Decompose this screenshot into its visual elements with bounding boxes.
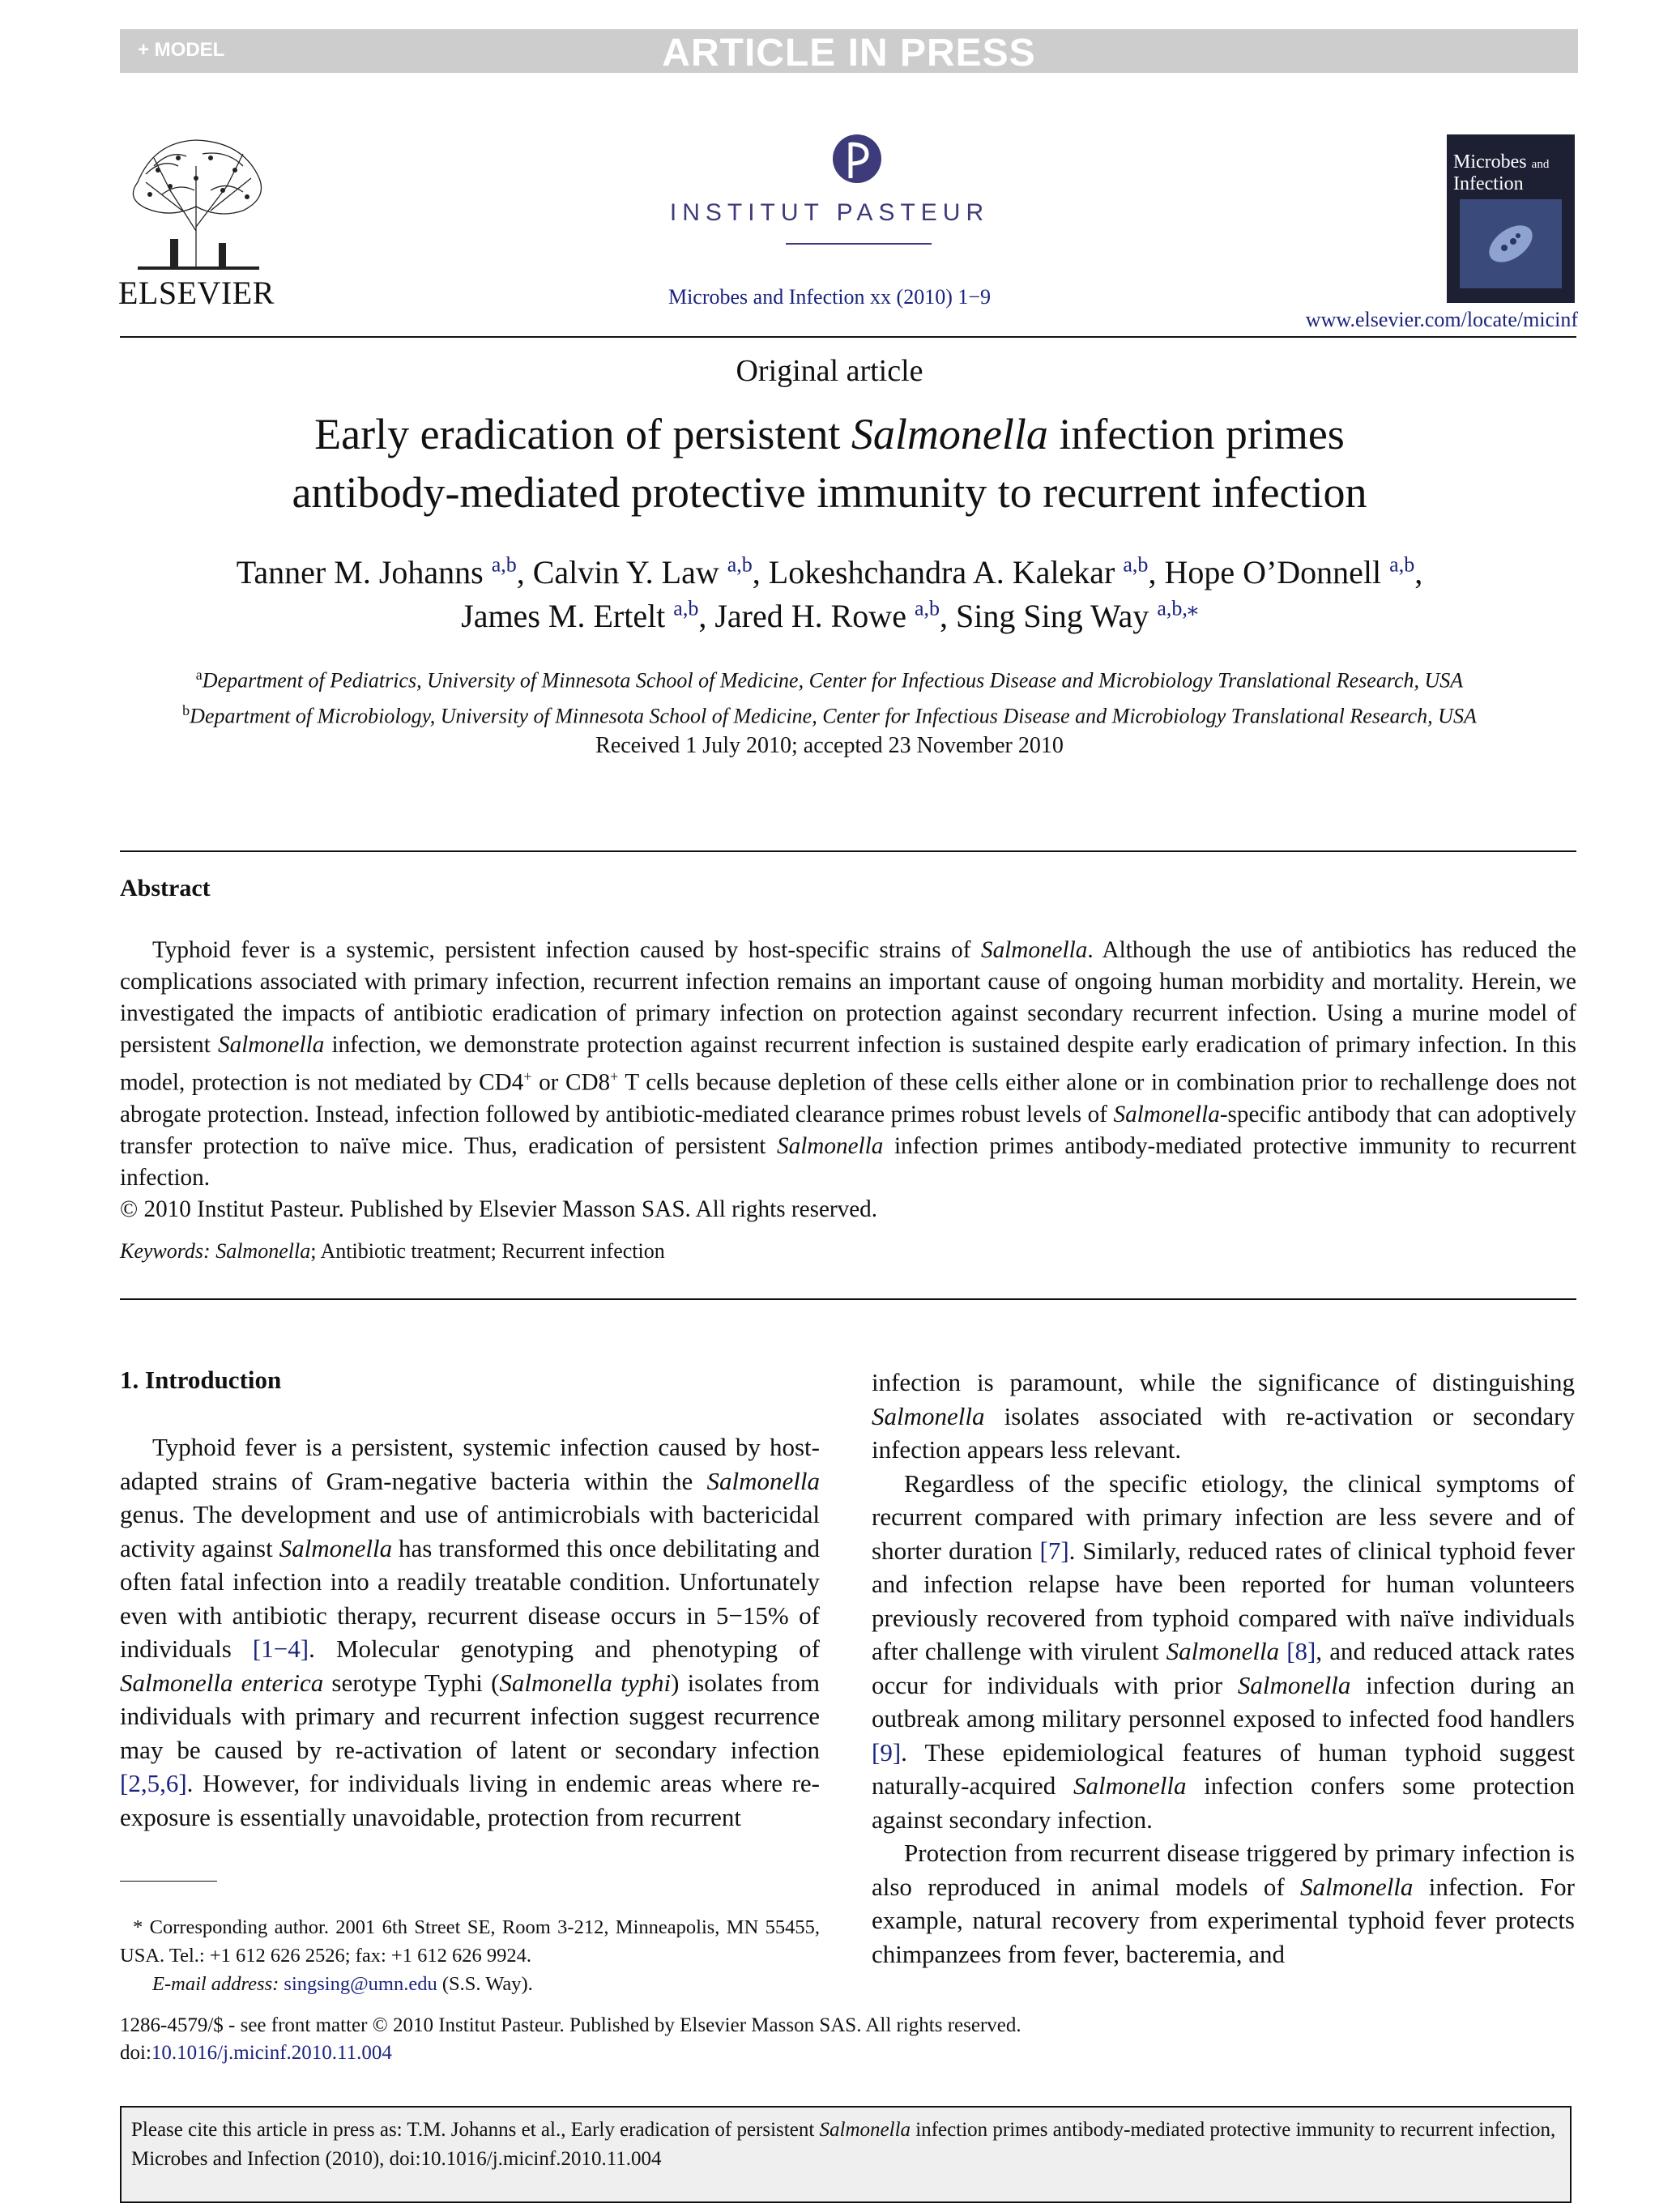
journal-cover [1447, 134, 1575, 303]
intro-paragraph-1-continued: infection is paramount, while the significance of distinguishing Salmonella isolates associated with re-activation or secondary infection appears less relevant. [872, 1368, 1575, 1464]
journal-url-link[interactable]: www.elsevier.com/locate/micinf [1305, 308, 1578, 331]
reference-link[interactable]: [2,5,6] [120, 1769, 187, 1797]
author: Jared H. Rowe [714, 598, 906, 634]
citation-box: Please cite this article in press as: T.M. Johanns et al., Early eradication of persistent Salmonella infection primes antibody-mediated protective immunity to recurrent infection, Microbes and Infection (2010), doi:10.1016/j.micinf.2010.11.004 [120, 2106, 1572, 2203]
affiliation-a: $^a$Department of Pediatrics, University of Minnesota School of Medicine, Center for Infectious Disease and Microbiology Translational Research, USA [195, 667, 1464, 693]
section-heading-introduction: 1. Introduction [120, 1366, 282, 1394]
author: Sing Sing Way [956, 598, 1149, 634]
corresponding-author-footnote: * Corresponding author. 2001 6th Street SE, Room 3-212, Minneapolis, MN 55455, USA. Tel.: +1 612 626 2526; fax: +1 612 626 9924. E-mail address: singsing@umn.edu (S.S. Way). [120, 1916, 820, 1995]
reference-link[interactable]: [9] [872, 1737, 902, 1767]
author: James M. Ertelt [461, 598, 666, 634]
header-rule [120, 336, 1576, 338]
author-list: Tanner M. Johanns $^{a,b}$, Calvin Y. Law $^{a,b}$, Lokeshchandra A. Kalekar $^{a,b}$, Hope O’Donnell $^{a,b}$, James M. Ertelt $^{a,b}$, Jared H. Rowe $^{a,b}$, Sing Sing Way $^{a,b,⁎}$ [236, 552, 1423, 634]
affiliation-b: $^b$Department of Microbiology, University of Minnesota School of Medicine, Center for Infectious Disease and Microbiology Translational Research, USA [182, 701, 1477, 728]
cover-image-icon [1460, 199, 1562, 288]
model-label: + MODEL [138, 39, 225, 61]
email-link[interactable]: singsing@umn.edu [284, 1973, 437, 1995]
author: Calvin Y. Law [532, 554, 719, 590]
footnote-rule [120, 1881, 217, 1882]
front-matter [120, 2012, 1021, 2067]
article-in-press-banner [120, 29, 1578, 73]
reference-link[interactable]: [8] [1286, 1637, 1316, 1665]
pasteur-divider [786, 243, 932, 245]
journal-cover-title: Microbes and Infection [1453, 151, 1550, 194]
right-column [872, 1366, 1575, 1971]
institut-pasteur-logo-icon [831, 133, 883, 185]
abstract-heading: Abstract [120, 875, 211, 901]
issn-line: 1286-4579/$ - see front matter © 2010 Institut Pasteur. Published by Elsevier Masson SAS. All rights reserved. [120, 2014, 1021, 2036]
abstract-copyright: © 2010 Institut Pasteur. Published by Elsevier Masson SAS. All rights reserved. [120, 1196, 878, 1222]
intro-paragraph-1: Typhoid fever is a persistent, systemic infection caused by host-adapted strains of Gram-negative bacteria within the Salmonella genus. The development and use of antimicrobials with bactericidal activity against Salmonella has transformed this once debilitating and often fatal infection into a readily treatable condition. Unfortunately even with antibiotic therapy, recurrent disease occurs in 5−15% of individuals [1−4]. Molecular genotyping and phenotyping of Salmonella enterica serotype Typhi (Salmonella typhi) isolates from individuals with primary and recurrent infection suggest recurrence may be caused by re-activation of latent or secondary infection [2,5,6]. However, for individuals living in endemic areas where re-exposure is essentially unavoidable, protection from recurrent [120, 1433, 820, 1831]
reference-link[interactable]: [1−4] [252, 1634, 309, 1663]
affiliations [0, 660, 1659, 731]
article-type: Original article [736, 354, 923, 388]
article-title: Early eradication of persistent Salmonella infection primes antibody-mediated protective immunity to recurrent infection [292, 410, 1367, 517]
received-dates: Received 1 July 2010; accepted 23 November 2010 [595, 733, 1064, 758]
abstract-text: Typhoid fever is a systemic, persistent infection caused by host-specific strains of Salmonella. Although the use of antibiotics has reduced the complications associated with primary infection, recurrent infection remains an important cause of ongoing human morbidity and mortality. Herein, we investigated the impacts of antibiotic eradication of primary infection on protection against secondary recurrent infection. Using a murine model of persistent Salmonella infection, we demonstrate protection against recurrent infection is sustained despite early eradication of primary infection. In this model, protection is not mediated by CD4+ or CD8+ T cells because depletion of these cells either alone or in combination prior to rechallenge does not abrogate protection. Instead, infection followed by antibiotic-mediated clearance primes robust levels of Salmonella-specific antibody that can adoptively transfer protection to naïve mice. Thus, eradication of persistent Salmonella infection primes antibody-mediated protective immunity to recurrent infection. © 2010 Institut Pasteur. Published by Elsevier Masson SAS. All rights reserved. [120, 935, 1576, 1225]
intro-paragraph-2: Regardless of the specific etiology, the clinical symptoms of recurrent compared with primary infection are less severe and of shorter duration [7]. Similarly, reduced rates of clinical typhoid fever and infection relapse have been reported for human volunteers previously recovered from typhoid compared with naïve individuals after challenge with virulent Salmonella [8], and reduced attack rates occur for individuals with prior Salmonella infection during an outbreak among military personnel exposed to infected food handlers [9]. These epidemiological features of human typhoid suggest naturally-acquired Salmonella infection confers some protection against secondary infection. [872, 1468, 1576, 1834]
author: Tanner M. Johanns [236, 554, 484, 590]
banner-text: ARTICLE IN PRESS [662, 32, 1036, 75]
reference-link[interactable]: [7] [1039, 1536, 1069, 1565]
doi-line: doi:10.1016/j.micinf.2010.11.004 [120, 2042, 392, 2064]
author: Lokeshchandra A. Kalekar [768, 554, 1115, 590]
abstract-top-rule [120, 850, 1576, 852]
keywords: Keywords: Salmonella; Antibiotic treatment; Recurrent infection [120, 1239, 665, 1263]
doi-link[interactable]: 10.1016/j.micinf.2010.11.004 [151, 2042, 392, 2064]
abstract-bottom-rule [120, 1298, 1576, 1300]
elsevier-wordmark: ELSEVIER [118, 275, 275, 311]
author: Hope O’Donnell [1164, 554, 1382, 590]
journal-reference: Microbes and Infection xx (2010) 1−9 [667, 285, 992, 309]
intro-paragraph-3: Protection from recurrent disease triggered by primary infection is also reproduced in animal models of Salmonella infection. For example, natural recovery from experimental typhoid fever protects chimpanzees from fever, bacteremia, and [872, 1839, 1576, 1968]
institut-pasteur-name: INSTITUT PASTEUR [669, 199, 990, 226]
